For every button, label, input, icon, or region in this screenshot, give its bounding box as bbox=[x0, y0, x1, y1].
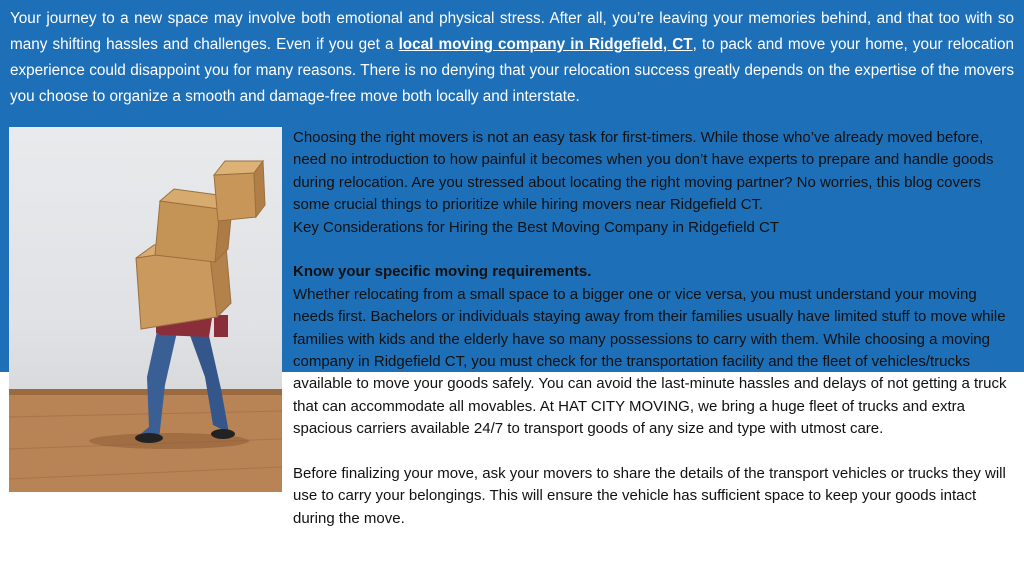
section-title: Key Considerations for Hiring the Best Moving Company in Ridgefield CT bbox=[293, 218, 780, 236]
intro-text-before-link: Your journey to a new space may involve both emotional and physical stress. After all, you’re leaving your memories behind, and that too with so many shifting hassles and challenges. Even if you get a bbox=[10, 10, 1014, 53]
local-moving-company-link[interactable]: local moving company in Ridgefield, CT bbox=[398, 36, 693, 53]
article-body bbox=[293, 127, 1015, 530]
moving-requirements-text-part1: Whether relocating from a small space to a bigger one or vice versa, you must understand your moving needs first. Bachelors or individuals staying away from their families usually have limited stuff to move while families with kids and the elderly have so many possessions to carry with them. While choosing a moving company in Ridgefield CT, you must check for the transportation facility bbox=[293, 285, 1006, 371]
intro-article-paragraph: Choosing the right movers is not an easy task for first-timers. While those who’ve already moved before, need no introduction to how painful it becomes when you don’t have experts to prepare and handle goods during relocation. Are you stressed about locating the right moving partner? No worries, this blog covers some crucial things to prioritize while hiring movers near Ridgefield CT. bbox=[293, 129, 994, 214]
moving-boxes-photo bbox=[9, 127, 282, 492]
paragraph-spacer bbox=[293, 239, 1015, 261]
moving-requirements-text-part2: and the fleet of vehicles/trucks available to move your goods safely. You can avoid the last-minute hassles and delays of not getting a truck that can accommodate all movables. At HAT CITY MOVING, we bring a huge fleet of trucks and extra spacious carriers available 24/7 to transport goods of any size and type with utmost care. bbox=[293, 353, 1007, 438]
transport-details-paragraph: Before finalizing your move, ask your movers to share the details of the transport vehicles or trucks they will use to carry your belongings. This will ensure the vehicle has sufficient space to keep your goods intact during the move. bbox=[293, 465, 1006, 527]
moving-requirements-paragraph bbox=[293, 284, 1015, 441]
intro-text-after-link: , to pack and move your home, your relocation experience could disappoint you for many reasons. There is no denying that your relocation success greatly depends on the expertise of the movers you choose to organize a smooth and damage-free move both locally and interstate. bbox=[10, 36, 1014, 105]
subheading-moving-requirements: Know your specific moving requirements. bbox=[293, 263, 592, 281]
intro-paragraph bbox=[10, 6, 1014, 110]
paragraph-spacer bbox=[293, 441, 1015, 463]
